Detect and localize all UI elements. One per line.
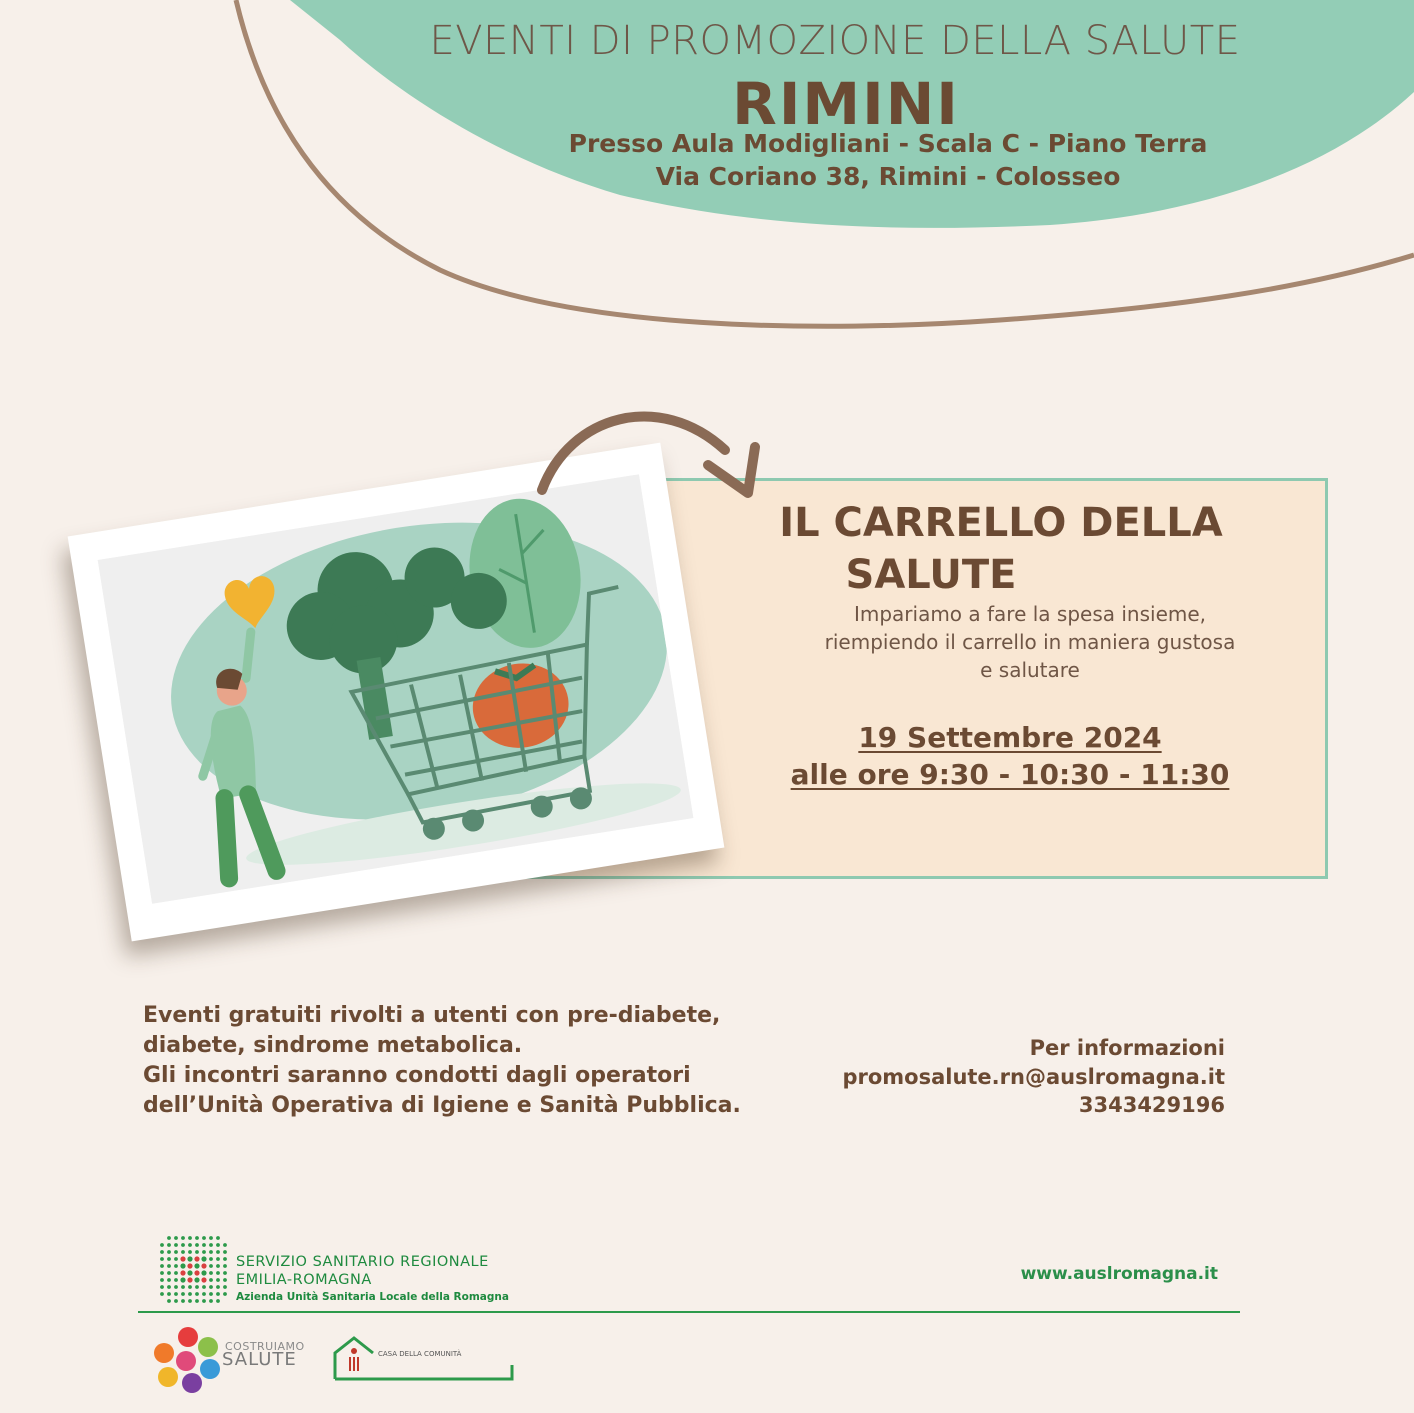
logo-dot [223, 1264, 227, 1268]
salute-label: SALUTE [222, 1349, 297, 1370]
logo-dot [223, 1243, 227, 1247]
logo-dot [216, 1299, 220, 1303]
ssr-line-1: SERVIZIO SANITARIO REGIONALE [236, 1254, 489, 1270]
logo-dot [202, 1299, 206, 1303]
logo-dot [209, 1285, 213, 1289]
venue-line-1: Presso Aula Modigliani - Scala C - Piano Terra [568, 129, 1208, 158]
logo-dot [167, 1257, 171, 1261]
logo-dot [188, 1299, 192, 1303]
casa-comunita-logo-icon [332, 1335, 516, 1381]
logo-dot [174, 1278, 178, 1282]
contact-phone[interactable]: 3343429196 [1078, 1093, 1225, 1117]
logo-dot [223, 1257, 227, 1261]
logo-dot [195, 1250, 199, 1254]
logo-dot [160, 1285, 164, 1289]
logo-dot [181, 1292, 185, 1296]
logo-dot [160, 1292, 164, 1296]
logo-dot [160, 1278, 164, 1282]
logo-dot [181, 1299, 185, 1303]
event-desc-line-2: riempiendo il carrello in maniera gustosa [824, 630, 1236, 654]
logo-dot [187, 1256, 192, 1261]
logo-dot [194, 1277, 199, 1282]
logo-dot [202, 1236, 206, 1240]
logo-dot [216, 1264, 220, 1268]
logo-dot [202, 1285, 206, 1289]
logo-dot [167, 1243, 171, 1247]
logo-dot [174, 1243, 178, 1247]
event-date: 19 Settembre 2024 [858, 721, 1162, 754]
logo-dot [195, 1285, 199, 1289]
logo-dot [180, 1263, 185, 1268]
logo-dot [187, 1270, 192, 1275]
logo-dot [181, 1243, 185, 1247]
logo-dot [216, 1257, 220, 1261]
logo-dot [202, 1250, 206, 1254]
ssr-line-2: EMILIA-ROMAGNA [236, 1272, 372, 1288]
logo-dot [209, 1271, 213, 1275]
logo-dot [195, 1243, 199, 1247]
logo-dot [209, 1257, 213, 1261]
costruiamo-salute-logo-icon [152, 1325, 224, 1393]
logo-dot [209, 1299, 213, 1303]
contact-email[interactable]: promosalute.rn@auslromagna.it [842, 1064, 1225, 1089]
logo-dot [216, 1278, 220, 1282]
logo-dot [167, 1271, 171, 1275]
logo-dot [194, 1256, 199, 1261]
logo-dot [187, 1263, 192, 1268]
logo-dot [216, 1271, 220, 1275]
logo-dot [181, 1250, 185, 1254]
logo-dot [181, 1285, 185, 1289]
info-line-2: diabete, sindrome metabolica. [143, 1033, 523, 1058]
event-times: alle ore 9:30 - 10:30 - 11:30 [790, 758, 1230, 791]
logo-dot [216, 1243, 220, 1247]
event-description [770, 600, 1290, 684]
logo-dot [181, 1236, 185, 1240]
logo-dot [209, 1236, 213, 1240]
logo-dot [195, 1299, 199, 1303]
event-title-line-2: SALUTE [845, 552, 1017, 598]
illustration-frame [98, 474, 694, 903]
logo-dot [174, 1250, 178, 1254]
header-kicker: EVENTI DI PROMOZIONE DELLA SALUTE [429, 18, 1241, 64]
logo-dot [194, 1270, 199, 1275]
logo-dot [174, 1264, 178, 1268]
contact-info [800, 1034, 1225, 1120]
event-title [700, 497, 1302, 601]
logo-dot [209, 1243, 213, 1247]
event-title-line-1: IL CARRELLO DELLA [779, 500, 1223, 546]
logo-dot [201, 1270, 206, 1275]
logo-dot [174, 1285, 178, 1289]
logo-dot [223, 1250, 227, 1254]
logo-dot [201, 1277, 206, 1282]
logo-dot [174, 1257, 178, 1261]
logo-dot [209, 1278, 213, 1282]
curved-arrow-icon [530, 395, 770, 505]
event-desc-line-1: Impariamo a fare la spesa insieme, [853, 602, 1207, 626]
logo-dot [160, 1243, 164, 1247]
logo-dot [201, 1263, 206, 1268]
casa-comunita-label: CASA DELLA COMUNITÀ [378, 1350, 462, 1358]
logo-dot [195, 1292, 199, 1296]
logo-dot [209, 1264, 213, 1268]
costruiamo-label: COSTRUIAMO [225, 1340, 305, 1353]
logo-dot [180, 1277, 185, 1282]
logo-dot [195, 1236, 199, 1240]
info-line-4: dell’Unità Operativa di Igiene e Sanità Pubblica. [143, 1093, 741, 1118]
contact-label: Per informazioni [1029, 1036, 1225, 1060]
logo-dot [180, 1270, 185, 1275]
info-description [143, 1001, 783, 1121]
event-desc-line-3: e salutare [980, 658, 1080, 682]
shopping-cart-vegetables-illustration [98, 474, 694, 903]
ssr-dots-logo-icon [158, 1234, 230, 1306]
logo-dot [187, 1277, 192, 1282]
logo-dot [174, 1299, 178, 1303]
logo-dot [160, 1271, 164, 1275]
header-city: RIMINI [732, 70, 960, 138]
logo-dot [216, 1250, 220, 1254]
logo-dot [167, 1264, 171, 1268]
logo-dot [209, 1250, 213, 1254]
logo-dot [209, 1292, 213, 1296]
logo-dot [174, 1236, 178, 1240]
logo-dot [167, 1292, 171, 1296]
logo-dot [174, 1271, 178, 1275]
logo-dot [216, 1292, 220, 1296]
logo-dot [160, 1264, 164, 1268]
logo-dot [167, 1299, 171, 1303]
logo-dot [216, 1236, 220, 1240]
logo-dot [167, 1285, 171, 1289]
logo-dot [223, 1285, 227, 1289]
logo-dot [201, 1256, 206, 1261]
logo-dot [223, 1292, 227, 1296]
logo-dot [188, 1285, 192, 1289]
logo-dot [223, 1278, 227, 1282]
footer-divider [138, 1311, 1240, 1313]
info-line-1: Eventi gratuiti rivolti a utenti con pre-diabete, [143, 1003, 721, 1028]
logo-dot [202, 1292, 206, 1296]
ssr-line-3: Azienda Unità Sanitaria Locale della Romagna [236, 1291, 509, 1303]
logo-dot [160, 1257, 164, 1261]
logo-dot [194, 1263, 199, 1268]
logo-dot [202, 1243, 206, 1247]
logo-dot [160, 1250, 164, 1254]
logo-dot [188, 1243, 192, 1247]
logo-dot [167, 1250, 171, 1254]
logo-dot [188, 1250, 192, 1254]
logo-dot [167, 1278, 171, 1282]
website-link[interactable]: www.auslromagna.it [1020, 1264, 1218, 1284]
logo-dot [174, 1292, 178, 1296]
logo-dot [180, 1256, 185, 1261]
logo-dot [188, 1236, 192, 1240]
logo-dot [167, 1236, 171, 1240]
venue-line-2: Via Coriano 38, Rimini - Colosseo [655, 162, 1121, 191]
logo-dot [188, 1292, 192, 1296]
logo-dot [216, 1285, 220, 1289]
logo-dot [223, 1271, 227, 1275]
info-line-3: Gli incontri saranno condotti dagli operatori [143, 1063, 691, 1088]
